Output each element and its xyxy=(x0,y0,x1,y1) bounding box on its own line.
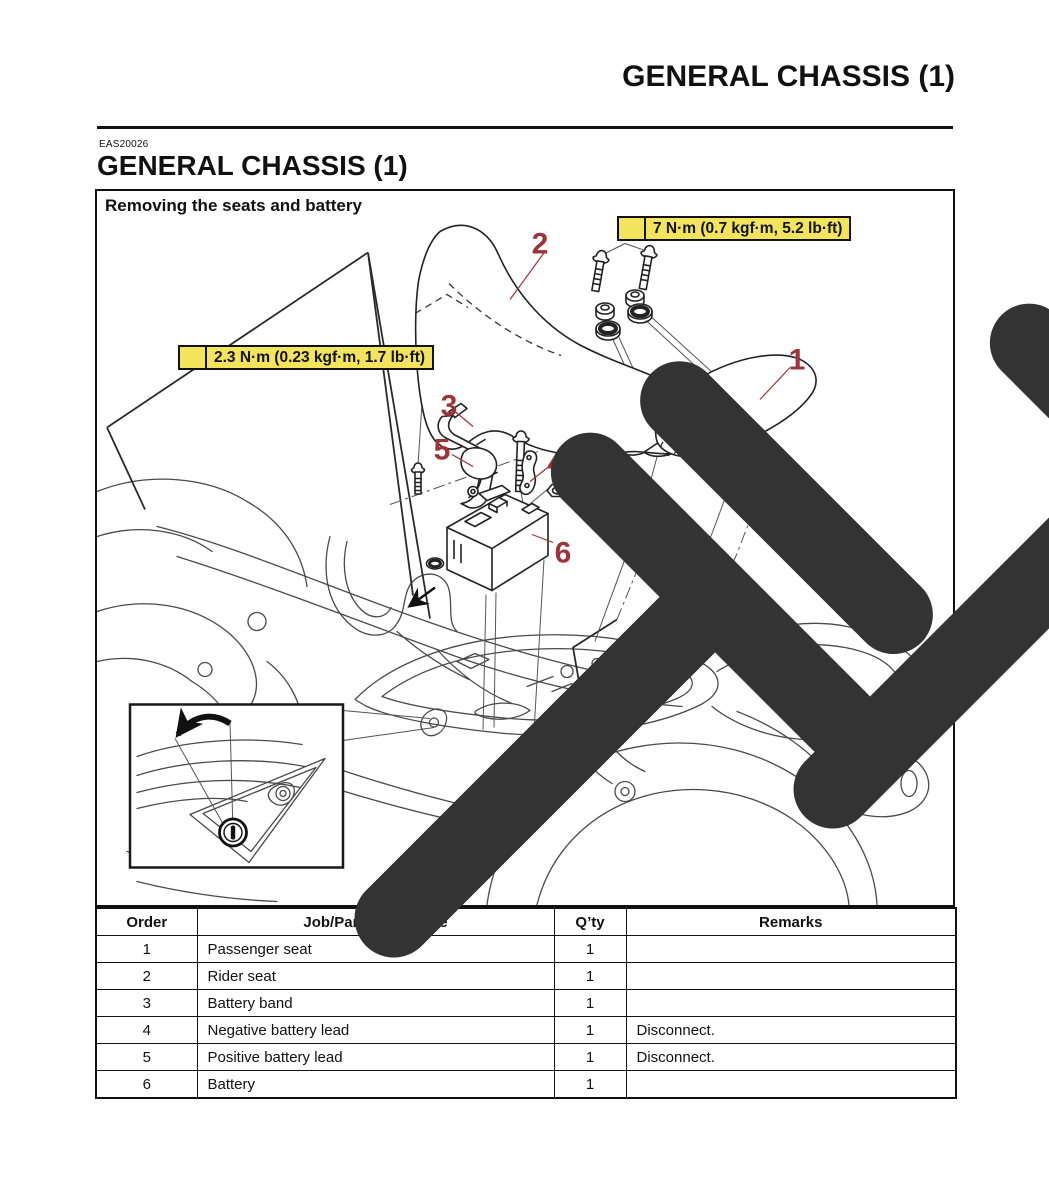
cell-remarks: Disconnect. xyxy=(626,1017,956,1044)
cell-qty: 1 xyxy=(554,1017,626,1044)
page-header-title: GENERAL CHASSIS (1) xyxy=(622,60,955,93)
diagram-box xyxy=(95,189,955,907)
torque-value: 7 N·m (0.7 kgf·m, 5.2 lb·ft) xyxy=(653,219,843,237)
cell-qty: 1 xyxy=(554,990,626,1017)
table-row xyxy=(96,1071,956,1099)
callout-4: 4 xyxy=(547,446,565,480)
torque-label-7nm xyxy=(617,216,851,241)
torque-value: 2.3 N·m (0.23 kgf·m, 1.7 lb·ft) xyxy=(214,348,426,366)
diagram-caption: Removing the seats and battery xyxy=(105,196,362,215)
callout-2: 2 xyxy=(531,227,549,261)
cell-order: 6 xyxy=(96,1071,197,1099)
cell-qty: 1 xyxy=(554,1071,626,1099)
callout-3: 3 xyxy=(440,389,458,423)
cell-job: Positive battery lead xyxy=(197,1044,554,1071)
cell-job: Negative battery lead xyxy=(197,1017,554,1044)
torque-label-2-3nm xyxy=(178,345,434,370)
callout-6: 6 xyxy=(554,536,572,570)
cell-job: Rider seat xyxy=(197,963,554,990)
rubber-grommet xyxy=(596,321,620,340)
col-header-qty: Q’ty xyxy=(554,908,626,936)
cell-qty: 1 xyxy=(554,1044,626,1071)
cell-order: 5 xyxy=(96,1044,197,1071)
cell-job: Battery band xyxy=(197,990,554,1017)
cell-remarks xyxy=(626,1071,956,1099)
cell-job: Battery xyxy=(197,1071,554,1099)
torque-wrench-icon xyxy=(619,218,646,239)
col-header-job: Job/Parts to remove xyxy=(197,908,554,936)
cell-order: 2 xyxy=(96,963,197,990)
washer-collar xyxy=(596,303,614,320)
callout-5: 5 xyxy=(433,433,451,467)
header-rule xyxy=(97,126,953,129)
cell-order: 4 xyxy=(96,1017,197,1044)
cell-remarks: Disconnect. xyxy=(626,1044,956,1071)
col-header-order: Order xyxy=(96,908,197,936)
col-header-remarks: Remarks xyxy=(626,908,956,936)
cell-order: 3 xyxy=(96,990,197,1017)
cell-order: 1 xyxy=(96,936,197,963)
seat-bolt xyxy=(587,249,610,292)
cell-job: Passenger seat xyxy=(197,936,554,963)
eas-code: EAS20026 xyxy=(99,139,149,150)
cell-qty: 1 xyxy=(554,936,626,963)
torque-wrench-icon xyxy=(180,347,207,368)
callout-1: 1 xyxy=(788,343,806,377)
section-title: GENERAL CHASSIS (1) xyxy=(97,150,408,181)
cell-qty: 1 xyxy=(554,963,626,990)
